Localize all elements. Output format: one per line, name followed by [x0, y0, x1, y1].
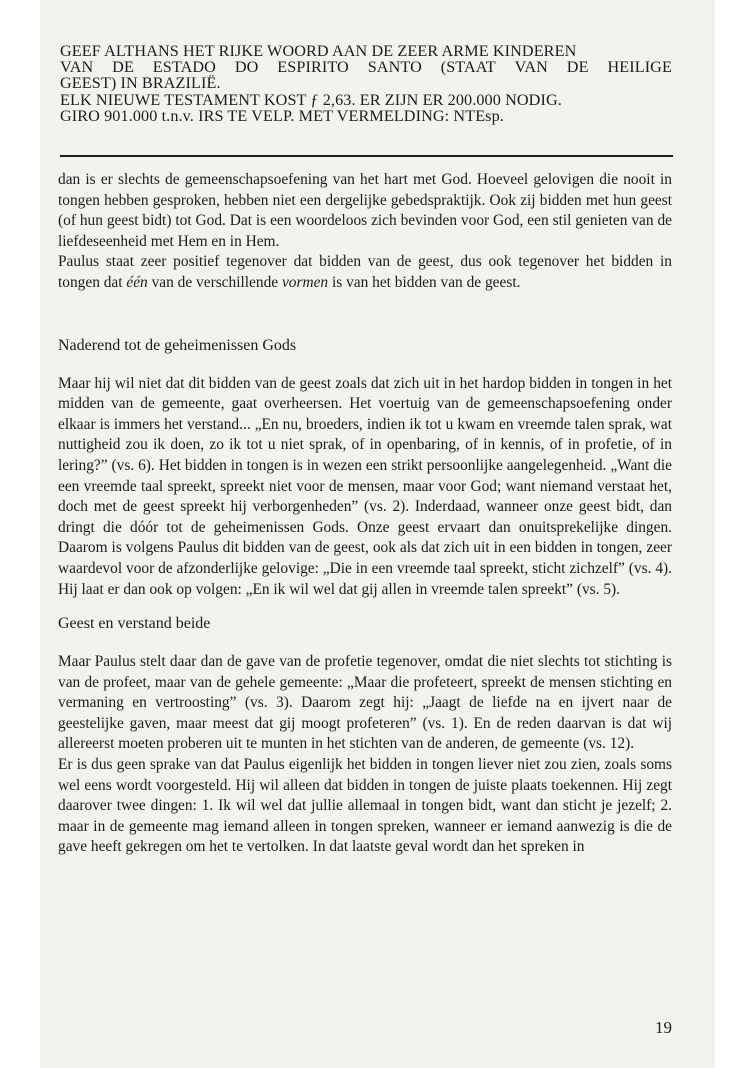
header-line-3: GEEST) IN BRAZILIË. — [60, 74, 221, 93]
section-heading-1: Naderend tot de geheimenissen Gods — [58, 336, 297, 354]
header-line-2-word: SANTO — [367, 58, 422, 77]
header-line-2-word: VAN — [60, 58, 94, 77]
header-line-2-word: (STAAT — [440, 58, 496, 77]
section-heading-2: Geest en verstand beide — [58, 615, 211, 633]
header-line-2-word: VAN — [514, 58, 548, 77]
emphasis-vormen: vormen — [281, 273, 329, 291]
emphasis-een: één — [126, 273, 148, 291]
header-divider — [60, 155, 673, 157]
paragraph-3: Maar hij wil niet dat dit bidden van de geest zoals dat zich uit in het hardop bidden in tongen in het midden van de gemeente, gaat overheersen. Het voertuig van de gemeenschapsoefening onder elkaar is immers het verstand... „En nu, broeders, indien ik tot u kwam en vreemde talen sprak, wat nuttigheid zou ik doen, zo ik tot u niet sprak, of in openbaring, of in kennis, of in profetie, of in lering?” (vs. 6). Het bidden in tongen is in wezen een strikt persoonlijke aangelegenheid. „Want die een vreemde taal spreekt, spreekt niet voor de mensen, maar voor God; want niemand verstaat het, doch met de geest spreekt hij verborgenheden” (vs. 2). Inderdaad, wanneer onze geest bidt, dan dringt die dóór tot de geheimenissen Gods. Onze geest ervaart dan onuitsprekelijke dingen. Daarom is volgens Paulus dit bidden van de geest, ook als dat zich uit in een bidden in tongen, zeer waardevol voor de afzonderlijke gelovige: „Die in een vreemde taal spreekt, sticht zichzelf” (vs. 4). Hij laat er dan ook op volgen: „En ik wil wel dat gij allen in vreemde talen spreekt” (vs. 5). — [58, 374, 672, 598]
paragraph-4: Maar Paulus stelt daar dan de gave van de profetie tegenover, omdat die niet slechts tot stichting is van de profeet, maar van de gehele gemeente: „Maar die profeteert, spreekt de mensen stichting en vermaning en vertroosting” (vs. 3). Daarom zegt hij: „Jaagt de liefde na en ijvert naar de geestelijke gaven, maar meest dat gij moogt profeteren” (vs. 1). En de reden daarvan is dat wij allereerst moeten proberen uit te munten in het stichten van de anderen, de gemeente (vs. 12). — [58, 653, 672, 753]
paragraph-5: Er is dus geen sprake van dat Paulus eigenlijk het bidden in tongen liever niet zou zien, zoals soms wel eens wordt voorgesteld. Hij wil alleen dat bidden in tongen de juiste plaats toekennen. Hij zegt daarover twee dingen: 1. Ik wil wel dat jullie allemaal in tongen bidt, want dan sticht je jezelf; 2. maar in de gemeente mag iemand alleen in tongen spreken, wanneer er iemand aanwezig is die de gave heeft gekregen om het te vertolken. In dat laatste geval wordt dan het spreken in — [58, 756, 672, 856]
book-page — [40, 0, 712, 1068]
body-text — [58, 170, 672, 858]
header-line-2-word: ESTADO — [152, 58, 216, 77]
header-line-2-word: HEILIGE — [607, 58, 672, 77]
header-notice — [60, 43, 672, 124]
header-line-2 — [60, 59, 672, 75]
paragraph-2: Paulus staat zeer positief tegenover dat bidden van de geest, dus ook tegenover het bidden in tongen dat één van de verschillende vormen is van het bidden van de geest. — [58, 253, 672, 291]
header-line-1: GEEF ALTHANS HET RIJKE WOORD AAN DE ZEER ARME KINDEREN — [60, 42, 577, 60]
page-number: 19 — [655, 1018, 672, 1037]
header-line-4: ELK NIEUWE TESTAMENT KOST ƒ 2,63. ER ZIJN ER 200.000 NODIG. — [60, 90, 562, 109]
header-line-2-word: ESPIRITO — [277, 58, 349, 77]
header-line-2-word: DE — [566, 58, 589, 77]
header-line-2-word: DE — [112, 58, 134, 77]
paragraph-1: dan is er slechts de gemeenschapsoefening van het hart met God. Hoeveel gelovigen die nooit in tongen hebben gesproken, hebben niet een dergelijke gebedspraktijk. Ook zij bidden met hun geest (of hun geest bidt) tot God. Dat is een woordeloos zich bevinden voor God, een stil genieten van de liefdeseenheid met Hem en in Hem. — [58, 171, 672, 250]
header-line-2-word: DO — [234, 58, 259, 77]
header-line-5: GIRO 901.000 t.n.v. IRS TE VELP. MET VERMELDING: NTEsp. — [60, 106, 504, 125]
